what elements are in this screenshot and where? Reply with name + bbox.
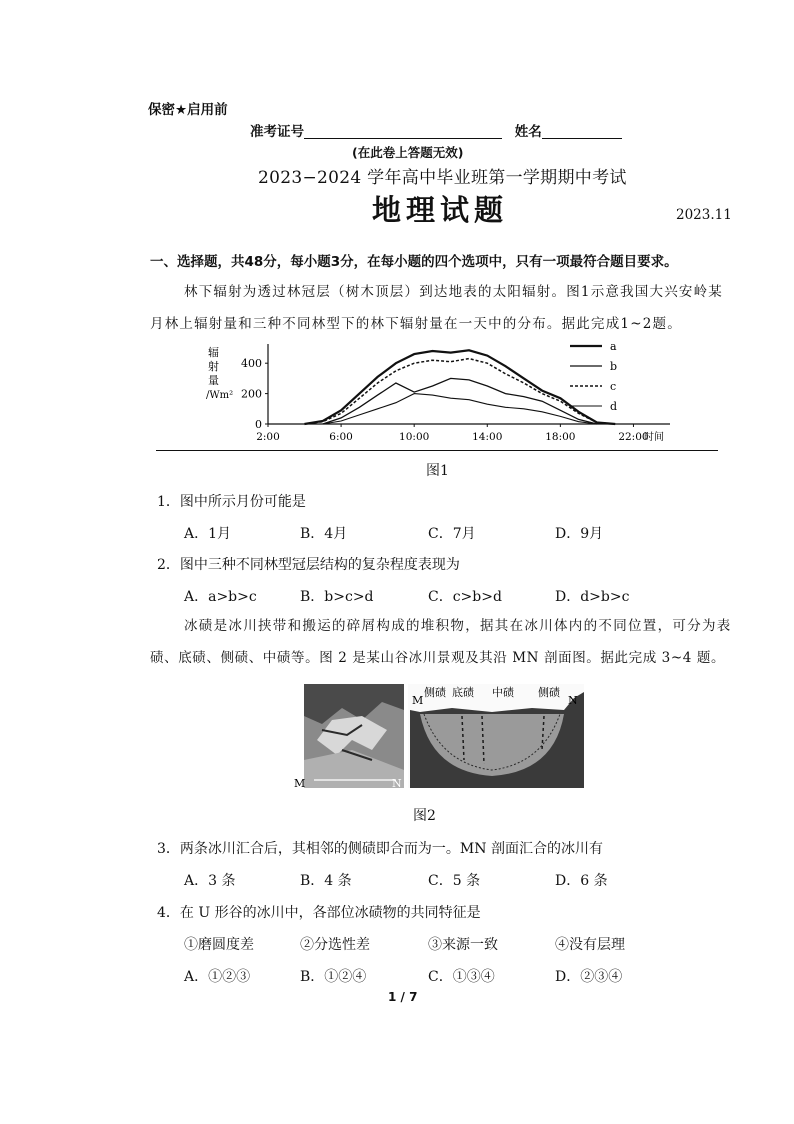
figure1-divider xyxy=(156,450,718,451)
profile-m-label: M xyxy=(412,694,424,707)
question-2: 2．图中三种不同林型冠层结构的复杂程度表现为 xyxy=(157,557,460,573)
q1-option-b[interactable]: B．4月 xyxy=(300,526,348,542)
chart-axes xyxy=(241,344,670,443)
q4-item-3: ③来源一致 xyxy=(428,937,498,953)
q1-option-c[interactable]: C．7月 xyxy=(428,526,476,542)
chart-series xyxy=(305,350,616,424)
y-tick-label: 0 xyxy=(255,418,262,431)
q4-item-4: ④没有层理 xyxy=(555,937,625,953)
q4-option-d[interactable]: D．②③④ xyxy=(555,969,623,985)
invalid-note: (在此卷上答题无效) xyxy=(352,145,464,160)
exam-number-row xyxy=(250,120,622,140)
label-lateral-moraine-1: 侧碛 xyxy=(424,686,446,699)
intro-line-1: 林下辐射为透过林冠层（树木顶层）到达地表的太阳辐射。图1示意我国大兴安岭某 xyxy=(184,284,723,300)
exam-title: 2023−2024 学年高中毕业班第一学期期中考试 xyxy=(258,168,627,188)
ylabel-char-2: 量 xyxy=(208,374,219,387)
intro-line-2: 月林上辐射量和三种不同林型下的林下辐射量在一天中的分布。据此完成1~2题。 xyxy=(150,316,682,332)
series-line-d xyxy=(323,394,597,424)
x-axis-unit: 时间 xyxy=(644,432,664,443)
chart-legend xyxy=(570,340,617,413)
y-tick-label: 400 xyxy=(241,357,262,371)
glacier-profile xyxy=(408,684,584,788)
q3-option-c[interactable]: C．5 条 xyxy=(428,873,481,889)
x-tick-label: 6:00 xyxy=(329,431,353,443)
q4-item-1: ①磨圆度差 xyxy=(184,937,254,953)
q3-option-a[interactable]: A．3 条 xyxy=(184,873,236,889)
x-tick-label: 2:00 xyxy=(256,431,280,443)
q2-option-a[interactable]: A．a>b>c xyxy=(184,589,257,605)
label-lateral-moraine-2: 侧碛 xyxy=(538,686,560,699)
section-heading: 一、选择题，共48分，每小题3分，在每小题的四个选项中，只有一项最符合题目要求。 xyxy=(150,254,678,270)
q1-option-a[interactable]: A．1月 xyxy=(184,526,232,542)
photo-n-label: N xyxy=(392,777,402,790)
question-4: 4．在 U 形谷的冰川中，各部位冰碛物的共同特征是 xyxy=(157,905,481,921)
q4-option-b[interactable]: B．①②④ xyxy=(300,969,367,985)
x-tick-label: 14:00 xyxy=(472,431,503,443)
x-tick-label: 18:00 xyxy=(545,431,576,443)
question-1: 1．图中所示月份可能是 xyxy=(157,494,306,510)
question-3: 3．两条冰川汇合后，其相邻的侧碛即合而为一。MN 剖面汇合的冰川有 xyxy=(157,841,603,857)
y-axis-title xyxy=(206,346,233,401)
exam-number-field[interactable] xyxy=(304,124,502,139)
series-line-a xyxy=(305,350,616,424)
legend-label-a: a xyxy=(610,340,617,353)
ylabel-char-0: 辐 xyxy=(208,346,219,359)
page-number: 1 / 7 xyxy=(388,990,418,1004)
name-field[interactable] xyxy=(542,124,622,139)
q4-item-2: ②分选性差 xyxy=(300,937,370,953)
subject-title: 地理试题 xyxy=(372,193,509,227)
legend-label-d: d xyxy=(610,400,618,413)
q2-option-b[interactable]: B．b>c>d xyxy=(300,589,374,605)
figure2-caption: 图2 xyxy=(413,808,436,824)
label-medial-moraine: 中碛 xyxy=(492,686,514,699)
q4-option-c[interactable]: C．①③④ xyxy=(428,969,495,985)
photo-m-label: M xyxy=(294,777,306,790)
exam-number-label: 准考证号 xyxy=(250,124,304,140)
x-tick-label: 22:00 xyxy=(618,431,649,443)
q3-option-d[interactable]: D．6 条 xyxy=(555,873,608,889)
ylabel-unit: /Wm² xyxy=(206,390,234,401)
figure2 xyxy=(292,680,592,792)
name-label: 姓名 xyxy=(514,124,542,140)
passage2-line-2: 碛、底碛、侧碛、中碛等。图 2 是某山谷冰川景观及其沿 MN 剖面图。据此完成 3~4 题。 xyxy=(150,650,726,666)
q3-option-b[interactable]: B．4 条 xyxy=(300,873,352,889)
q4-option-a[interactable]: A．①②③ xyxy=(184,969,251,985)
figure1-chart xyxy=(150,338,720,456)
q1-option-d[interactable]: D．9月 xyxy=(555,526,604,542)
ylabel-char-1: 射 xyxy=(208,360,219,373)
figure1-caption: 图1 xyxy=(426,463,449,479)
confidential-mark: 保密★启用前 xyxy=(148,102,228,118)
exam-date: 2023.11 xyxy=(676,207,732,223)
series-line-b xyxy=(323,378,597,424)
legend-label-c: c xyxy=(610,380,617,393)
x-tick-label: 10:00 xyxy=(399,431,430,443)
glacier-photo xyxy=(294,684,404,790)
y-tick-label: 200 xyxy=(241,387,262,401)
q2-option-d[interactable]: D．d>b>c xyxy=(555,589,630,605)
label-ground-moraine: 底碛 xyxy=(452,686,474,699)
q2-option-c[interactable]: C．c>b>d xyxy=(428,589,502,605)
legend-label-b: b xyxy=(610,360,618,373)
profile-n-label: N xyxy=(568,694,578,707)
passage2-line-1: 冰碛是冰川挟带和搬运的碎屑构成的堆积物，据其在冰川体内的不同位置，可分为表 xyxy=(184,618,732,634)
